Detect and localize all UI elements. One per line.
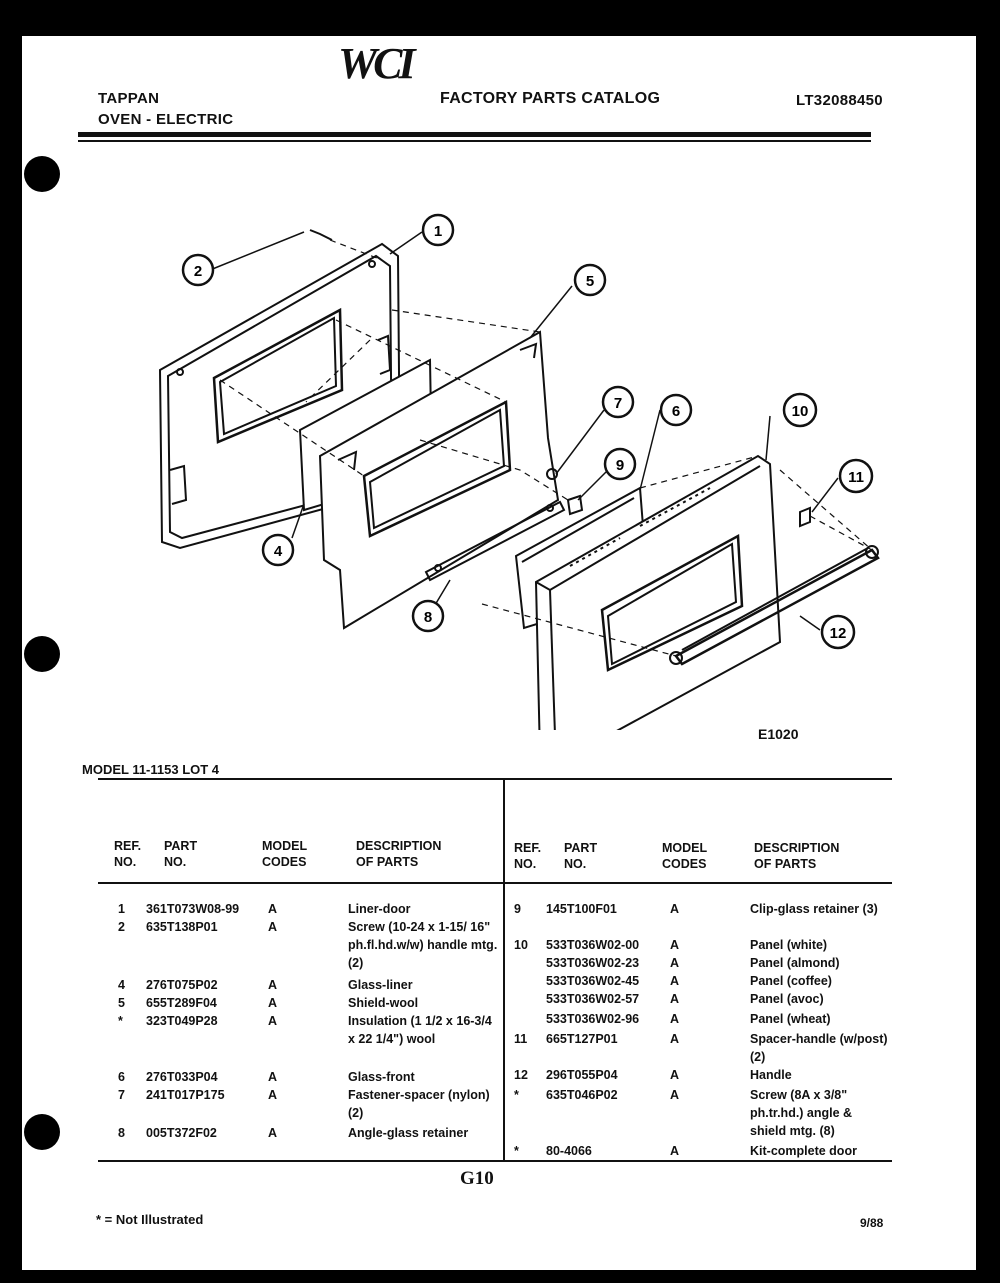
header-desc-right: DESCRIPTION OF PARTS (754, 841, 840, 871)
row-right-1-desc: Panel (white) (750, 938, 828, 952)
header-rule-thick (78, 132, 871, 137)
row-left-2-desc: Glass-liner (348, 978, 413, 992)
row-left-3-part: 655T289F04 (146, 996, 217, 1010)
table-header-rule (98, 882, 892, 884)
row-left-1-code: A (268, 920, 278, 934)
callout-9 (605, 449, 635, 479)
callout-1 (423, 215, 453, 245)
page-number: G10 (460, 1168, 494, 1189)
svg-text:2: 2 (193, 263, 203, 280)
row-left-2-part: 276T075P02 (146, 978, 218, 992)
row-left-2-code: A (268, 978, 278, 992)
row-left-1-desc: Screw (10-24 x 1-15/ 16" ph.fl.hd.w/w) handle mtg. (2) (348, 920, 498, 970)
footnote: * = Not Illustrated (96, 1212, 204, 1227)
svg-text:6: 6 (671, 403, 681, 420)
row-left-6-part: 241T017P175 (146, 1088, 225, 1102)
row-left-6-ref: 7 (118, 1088, 125, 1102)
header-codes-right: MODEL CODES (662, 841, 708, 871)
row-left-0-ref: 1 (118, 902, 125, 916)
svg-text:1: 1 (433, 223, 443, 240)
row-left-4-part: 323T049P28 (146, 1014, 218, 1028)
callout-6 (661, 395, 691, 425)
binder-hole-top (24, 156, 60, 192)
row-right-2-desc: Panel (almond) (750, 956, 840, 970)
callout-2 (183, 255, 213, 285)
catalog-title: FACTORY PARTS CATALOG (440, 90, 661, 107)
svg-text:8: 8 (423, 609, 433, 626)
row-left-7-code: A (268, 1126, 278, 1140)
row-left-4-code: A (268, 1014, 278, 1028)
row-right-0-desc: Clip-glass retainer (3) (750, 902, 878, 916)
row-left-2-ref: 4 (118, 978, 125, 992)
row-right-7-code: A (670, 1068, 680, 1082)
row-left-4-ref: * (118, 1014, 123, 1028)
row-left-3-ref: 5 (118, 996, 125, 1010)
row-left-3-desc: Shield-wool (348, 996, 419, 1010)
product-type: OVEN - ELECTRIC (98, 111, 234, 128)
row-left-7-part: 005T372F02 (146, 1126, 217, 1140)
row-left-5-code: A (268, 1070, 278, 1084)
row-right-7-ref: 12 (514, 1068, 528, 1082)
table-bottom-rule (98, 1160, 892, 1162)
svg-text:10: 10 (791, 403, 809, 420)
row-right-2-part: 533T036W02-23 (546, 956, 640, 970)
callout-12 (822, 616, 854, 648)
callout-7 (603, 387, 633, 417)
callout-5 (575, 265, 605, 295)
row-right-4-part: 533T036W02-57 (546, 992, 640, 1006)
header-codes-left: MODEL CODES (262, 839, 308, 869)
row-left-1-ref: 2 (118, 920, 125, 934)
row-right-4-code: A (670, 992, 680, 1006)
svg-text:9: 9 (615, 457, 625, 474)
row-right-7-desc: Handle (750, 1068, 792, 1082)
row-left-5-desc: Glass-front (348, 1070, 415, 1084)
row-right-0-code: A (670, 902, 680, 916)
svg-text:12: 12 (829, 625, 847, 642)
row-left-4-desc: Insulation (1 1/2 x 16-3/4 x 22 1/4") wool (348, 1014, 492, 1046)
row-left-6-desc: Fastener-spacer (nylon) (2) (348, 1088, 490, 1120)
svg-text:7: 7 (613, 395, 623, 412)
row-right-7-part: 296T055P04 (546, 1068, 618, 1082)
header-ref-right: REF. NO. (514, 841, 542, 871)
row-right-6-ref: 11 (514, 1032, 528, 1046)
row-right-1-ref: 10 (514, 938, 528, 952)
callout-11 (840, 460, 872, 492)
row-right-3-desc: Panel (coffee) (750, 974, 832, 988)
row-right-0-ref: 9 (514, 902, 521, 916)
row-right-6-part: 665T127P01 (546, 1032, 618, 1046)
row-left-5-part: 276T033P04 (146, 1070, 218, 1084)
callout-10 (784, 394, 816, 426)
svg-text:4: 4 (273, 543, 283, 560)
row-right-6-code: A (670, 1032, 680, 1046)
row-right-5-desc: Panel (wheat) (750, 1012, 831, 1026)
binder-hole-middle (24, 636, 60, 672)
row-right-3-part: 533T036W02-45 (546, 974, 640, 988)
row-right-1-part: 533T036W02-00 (546, 938, 640, 952)
row-right-8-part: 635T046P02 (546, 1088, 618, 1102)
row-right-8-code: A (670, 1088, 680, 1102)
row-left-0-desc: Liner-door (348, 902, 411, 916)
header-rule-thin (78, 140, 871, 142)
row-right-6-desc: Spacer-handle (w/post) (2) (750, 1032, 888, 1064)
row-right-0-part: 145T100F01 (546, 902, 617, 916)
row-right-5-part: 533T036W02-96 (546, 1012, 640, 1026)
brand-name: TAPPAN (98, 90, 160, 107)
header-part-right: PART NO. (564, 841, 598, 871)
header-desc-left: DESCRIPTION OF PARTS (356, 839, 442, 869)
header-ref-left: REF. NO. (114, 839, 142, 869)
row-left-0-part: 361T073W08-99 (146, 902, 240, 916)
svg-text:11: 11 (848, 469, 864, 486)
row-left-6-code: A (268, 1088, 278, 1102)
row-right-8-ref: * (514, 1088, 519, 1102)
row-left-1-part: 635T138P01 (146, 920, 218, 934)
row-left-7-desc: Angle-glass retainer (348, 1126, 469, 1140)
row-right-9-code: A (670, 1144, 680, 1158)
svg-text:5: 5 (585, 273, 595, 290)
header-part-left: PART NO. (164, 839, 198, 869)
binder-hole-bottom (24, 1114, 60, 1150)
row-right-4-desc: Panel (avoc) (750, 992, 824, 1006)
wci-logo: WCI (338, 39, 412, 88)
figure-id: E1020 (758, 726, 799, 742)
table-center-divider (503, 780, 505, 1160)
row-left-5-ref: 6 (118, 1070, 125, 1084)
row-left-3-code: A (268, 996, 278, 1010)
exploded-door-diagram (120, 170, 890, 730)
row-right-3-code: A (670, 974, 680, 988)
row-right-1-code: A (670, 938, 680, 952)
table-top-rule (98, 778, 892, 780)
row-right-8-desc: Screw (8A x 3/8" ph.tr.hd.) angle & shield mtg. (8) (750, 1088, 853, 1138)
row-right-2-code: A (670, 956, 680, 970)
model-line: MODEL 11-1153 LOT 4 (82, 762, 220, 777)
catalog-date: 9/88 (860, 1216, 884, 1230)
row-left-0-code: A (268, 902, 278, 916)
callout-4 (263, 535, 293, 565)
catalog-number: LT32088450 (796, 92, 883, 109)
row-right-9-part: 80-4066 (546, 1144, 592, 1158)
row-left-7-ref: 8 (118, 1126, 125, 1140)
row-right-9-desc: Kit-complete door (750, 1144, 857, 1158)
callout-8 (413, 601, 443, 631)
row-right-5-code: A (670, 1012, 680, 1026)
row-right-9-ref: * (514, 1144, 519, 1158)
